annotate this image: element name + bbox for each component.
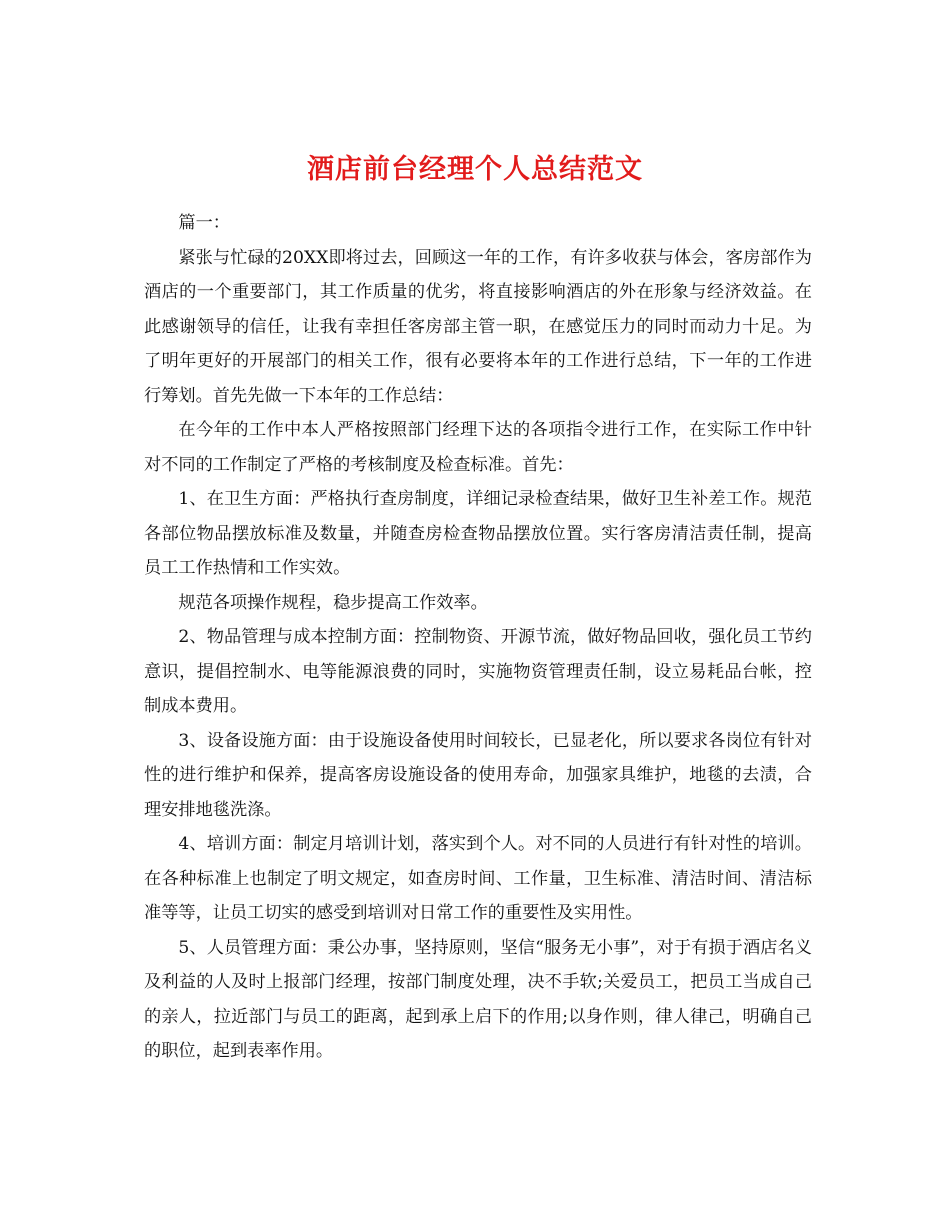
document-title: 酒店前台经理个人总结范文 (307, 154, 643, 186)
paragraph-intro: 紧张与忙碌的20XX即将过去，回顾这一年的工作，有许多收获与体会，客房部作为酒店的一个重要部门，其工作质量的优劣，将直接影响酒店的外在形象与经济效益。在此感谢领导的信任，让我有幸担任客房部主管一职，在感觉压力的同时而动力十足。为了明年更好的开展部门的相关工作，很有必要将本年的工作进行总结，下一年的工作进行筹划。首先先做一下本年的工作总结： (144, 247, 812, 406)
paragraph-hygiene: 1、在卫生方面：严格执行查房制度，详细记录检查结果，做好卫生补差工作。规范各部位物品摆放标准及数量，并随查房检查物品摆放位置。实行客房清洁责任制，提高员工工作热情和工作实效。 (144, 489, 812, 578)
paragraph-work-overview: 在今年的工作中本人严格按照部门经理下达的各项指令进行工作，在实际工作中针对不同的工作制定了严格的考核制度及检查标准。首先： (144, 420, 812, 475)
paragraph-training: 4、培训方面：制定月培训计划，落实到个人。对不同的人员进行有针对性的培训。在各种标准上也制定了明文规定，如查房时间、工作量，卫生标准、清洁时间、清洁标准等等，让员工切实的感受到培训对日常工作的重要性及实用性。 (144, 834, 812, 923)
document-body (144, 206, 812, 1069)
paragraph-equipment: 3、设备设施方面：由于设施设备使用时间较长，已显老化，所以要求各岗位有针对性的进行维护和保养，提高客房设施设备的使用寿命，加强家具维护，地毯的去渍，合理安排地毯洗涤。 (144, 730, 812, 820)
paragraph-staff-management: 5、人员管理方面：秉公办事，坚持原则，坚信“服务无小事”，对于有损于酒店名义及利益的人及时上报部门经理，按部门制度处理，决不手软;关爱员工，把员工当成自己的亲人，拉近部门与员工的距离，起到承上启下的作用;以身作则，律人律己，明确自己的职位，起到表率作用。 (144, 937, 812, 1061)
paragraph-operating-procedures: 规范各项操作规程，稳步提高工作效率。 (178, 592, 488, 613)
paragraph-cost-control: 2、物品管理与成本控制方面：控制物资、开源节流，做好物品回收，强化员工节约意识，提倡控制水、电等能源浪费的同时，实施物资管理责任制，设立易耗品台帐，控制成本费用。 (144, 627, 812, 716)
paragraph-heading-part-one: 篇一： (178, 213, 230, 233)
